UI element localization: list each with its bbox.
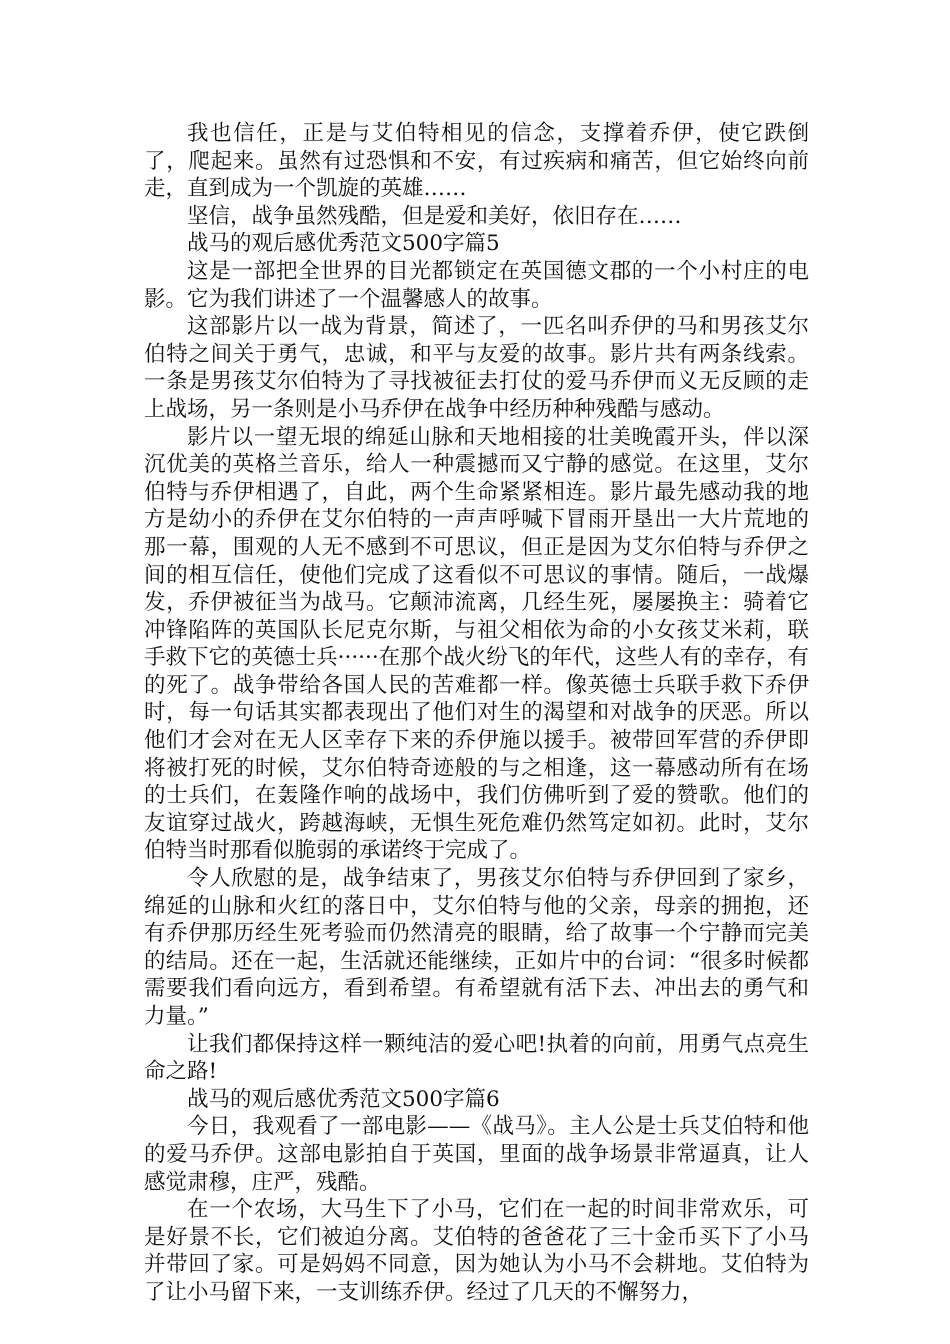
paragraph: 在一个农场，大马生下了小马，它们在一起的时间非常欢乐，可是好景不长，它们被迫分离。艾伯特的爸爸花了三十金币买下了小马并带回了家。可是妈妈不同意，因为她认为小马不会耕地。艾伯特为了让小马留下来，一支训练乔伊。经过了几天的不懈努力， bbox=[144, 1197, 809, 1305]
paragraph: 这是一部把全世界的目光都锁定在英国德文郡的一个小村庄的电影。它为我们讲述了一个温馨感人的故事。 bbox=[144, 258, 809, 312]
paragraph: 我也信任，正是与艾伯特相见的信念，支撑着乔伊，使它跌倒了，爬起来。虽然有过恐惧和不安，有过疾病和痛苦，但它始终向前走，直到成为一个凯旋的英雄…… bbox=[144, 121, 809, 202]
paragraph: 这部影片以一战为背景，简述了，一匹名叫乔伊的马和男孩艾尔伯特之间关于勇气，忠诚，和平与友爱的故事。影片共有两条线索。一条是男孩艾尔伯特为了寻找被征去打仗的爱马乔伊而义无反顾的走上战场，另一条则是小马乔伊在战争中经历种种残酷与感动。 bbox=[144, 314, 809, 422]
paragraph: 令人欣慰的是，战争结束了，男孩艾尔伯特与乔伊回到了家乡，绵延的山脉和火红的落日中，艾尔伯特与他的父亲，母亲的拥抱，还有乔伊那历经生死考验而仍然清亮的眼睛，给了故事一个宁静而完美的结局。还在一起，生活就还能继续，正如片中的台词：“很多时候都需要我们看向远方，看到希望。有希望就有活下去、冲出去的勇气和力量。” bbox=[144, 866, 809, 1029]
document-page bbox=[144, 120, 809, 1307]
paragraph: 今日，我观看了一部电影——《战马》。主人公是士兵艾伯特和他的爱马乔伊。这部电影拍自于英国，里面的战争场景非常逼真，让人感觉肃穆，庄严，残酷。 bbox=[144, 1114, 809, 1195]
section-heading: 战马的观后感优秀范文500字篇5 bbox=[187, 231, 500, 257]
section-heading: 战马的观后感优秀范文500字篇6 bbox=[187, 1086, 500, 1112]
paragraph: 影片以一望无垠的绵延山脉和天地相接的壮美晚霞开头，伴以深沉优美的英格兰音乐，给人一种震撼而又宁静的感觉。在这里，艾尔伯特与乔伊相遇了，自此，两个生命紧紧相连。影片最先感动我的地方是幼小的乔伊在艾尔伯特的一声声呼喊下冒雨开垦出一大片荒地的那一幕，围观的人无不感到不可思议，但正是因为艾尔伯特与乔伊之间的相互信任，使他们完成了这看似不可思议的事情。随后，一战爆发，乔伊被征当为战马。它颠沛流离，几经生死，屡屡换主：骑着它冲锋陷阵的英国队长尼克尔斯，与祖父相依为命的小女孩艾米莉，联手救下它的英德士兵······在那个战火纷飞的年代，这些人有的幸存，有的死了。战争带给各国人民的苦难都一样。像英德士兵联手救下乔伊时，每一句话其实都表现出了他们对生的渴望和对战争的厌恶。所以他们才会对在无人区幸存下来的乔伊施以援手。被带回军营的乔伊即将被打死的时候，艾尔伯特奇迹般的与之相逢，这一幕感动所有在场的士兵们，在轰隆作响的战场中，我们仿佛听到了爱的赞歌。他们的友谊穿过战火，跨越海峡，无惧生死危难仍然笃定如初。此时，艾尔伯特当时那看似脆弱的承诺终于完成了。 bbox=[144, 424, 809, 864]
paragraph: 让我们都保持这样一颗纯洁的爱心吧!执着的向前，用勇气点亮生命之路! bbox=[144, 1031, 809, 1085]
paragraph: 坚信，战争虽然残酷，但是爱和美好，依旧存在…… bbox=[187, 203, 682, 229]
